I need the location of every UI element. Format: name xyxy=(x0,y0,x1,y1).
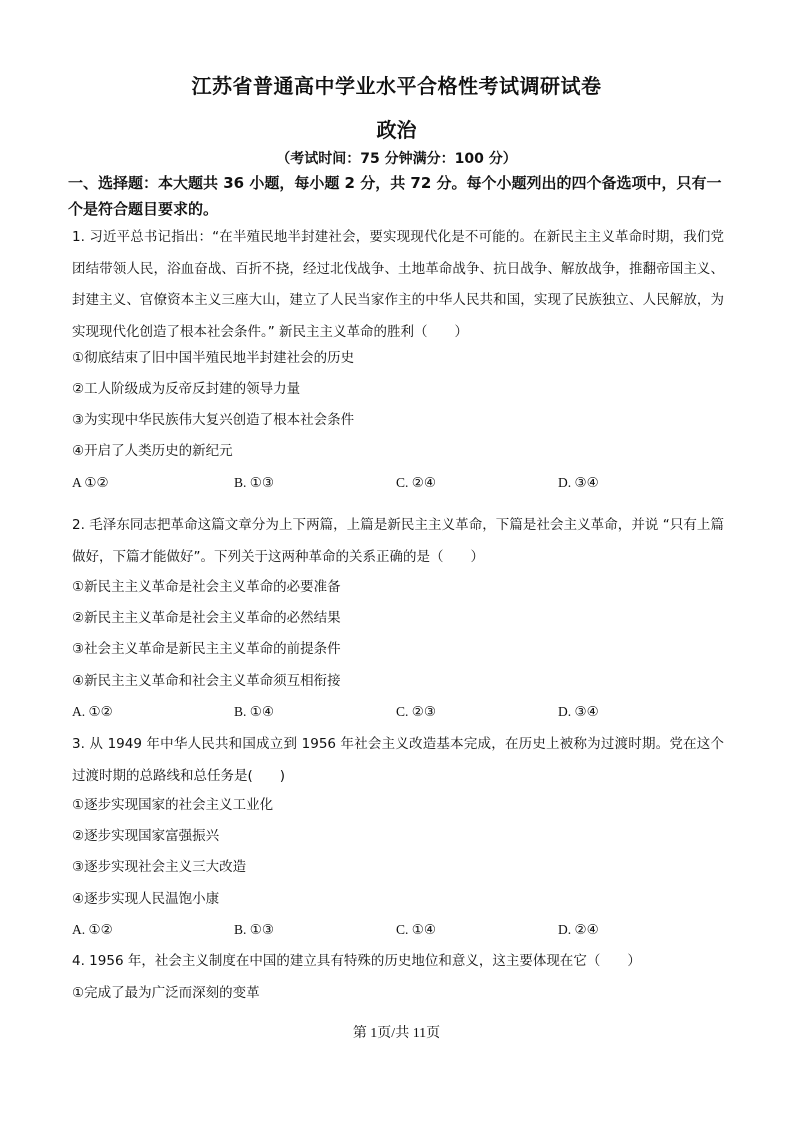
statement-item: ①新民主主义革命是社会主义革命的必要准备 xyxy=(72,579,341,595)
question-stem: 1. 习近平总书记指出：“在半殖民地半封建社会，要实现现代化是不可能的。在新民主主义革命时期，我们党团结带领人民，浴血奋战、百折不挠，经过北伐战争、土地革命战争、抗日战争、解放战争，推翻帝国主义、封建主义、官僚资本主义三座大山，建立了人民当家作主的中华人民共和国，实现了民族独立、人民解放，为实现现代化创造了根本社会条件。” 新民主主义革命的胜利（ ） xyxy=(72,229,724,340)
section-header: 一、选择题：本大题共 36 小题，每小题 2 分，共 72 分。每个小题列出的四个备选项中，只有一个是符合题目要求的。 xyxy=(68,174,722,218)
choice-a[interactable]: A. ①② xyxy=(72,922,113,937)
answer-choices xyxy=(72,920,732,940)
choice-a[interactable]: A ①② xyxy=(72,475,109,490)
statement-item: ②逐步实现国家富强振兴 xyxy=(72,828,220,844)
subject-heading: 政治 xyxy=(376,118,417,142)
statement-item: ①完成了最为广泛而深刻的变革 xyxy=(72,985,260,1001)
statement-item: ②工人阶级成为反帝反封建的领导力量 xyxy=(72,381,301,397)
choice-d[interactable]: D. ③④ xyxy=(558,475,599,490)
statement-item: ④逐步实现人民温饱小康 xyxy=(72,891,220,907)
choice-b[interactable]: B. ①③ xyxy=(234,922,274,937)
answer-choices xyxy=(72,702,732,722)
choice-c[interactable]: C. ①④ xyxy=(396,922,436,937)
statement-item: ③社会主义革命是新民主主义革命的前提条件 xyxy=(72,641,341,657)
question-stem: 2. 毛泽东同志把革命这篇文章分为上下两篇，上篇是新民主主义革命，下篇是社会主义革命，并说 “只有上篇做好，下篇才能做好”。下列关于这两种革命的关系正确的是（ ） xyxy=(72,517,724,565)
statement-item: ②新民主主义革命是社会主义革命的必然结果 xyxy=(72,610,341,626)
choice-b[interactable]: B. ①④ xyxy=(234,704,274,719)
statement-item: ④开启了人类历史的新纪元 xyxy=(72,443,233,459)
exam-info: （考试时间：75 分钟满分：100 分） xyxy=(276,151,517,167)
question-stem: 4. 1956 年，社会主义制度在中国的建立具有特殊的历史地位和意义，这主要体现在它（ ） xyxy=(72,953,641,969)
choice-c[interactable]: C. ②④ xyxy=(396,475,436,490)
statement-item: ③为实现中华民族伟大复兴创造了根本社会条件 xyxy=(72,412,355,428)
choice-a[interactable]: A. ①② xyxy=(72,704,113,719)
statement-item: ③逐步实现社会主义三大改造 xyxy=(72,859,247,875)
page-indicator: 第 1页/共 11页 xyxy=(352,1026,441,1041)
answer-choices xyxy=(72,473,732,493)
choice-c[interactable]: C. ②③ xyxy=(396,704,436,719)
statement-item: ①逐步实现国家的社会主义工业化 xyxy=(72,797,274,813)
statement-item: ④新民主主义革命和社会主义革命须互相衔接 xyxy=(72,673,341,689)
choice-d[interactable]: D. ②④ xyxy=(558,922,599,937)
choice-b[interactable]: B. ①③ xyxy=(234,475,274,490)
question-stem: 3. 从 1949 年中华人民共和国成立到 1956 年社会主义改造基本完成，在历史上被称为过渡时期。党在这个过渡时期的总路线和总任务是( ) xyxy=(72,736,724,784)
page-title: 江苏省普通高中学业水平合格性考试调研试卷 xyxy=(191,74,602,98)
choice-d[interactable]: D. ③④ xyxy=(558,704,599,719)
statement-item: ①彻底结束了旧中国半殖民地半封建社会的历史 xyxy=(72,350,355,366)
